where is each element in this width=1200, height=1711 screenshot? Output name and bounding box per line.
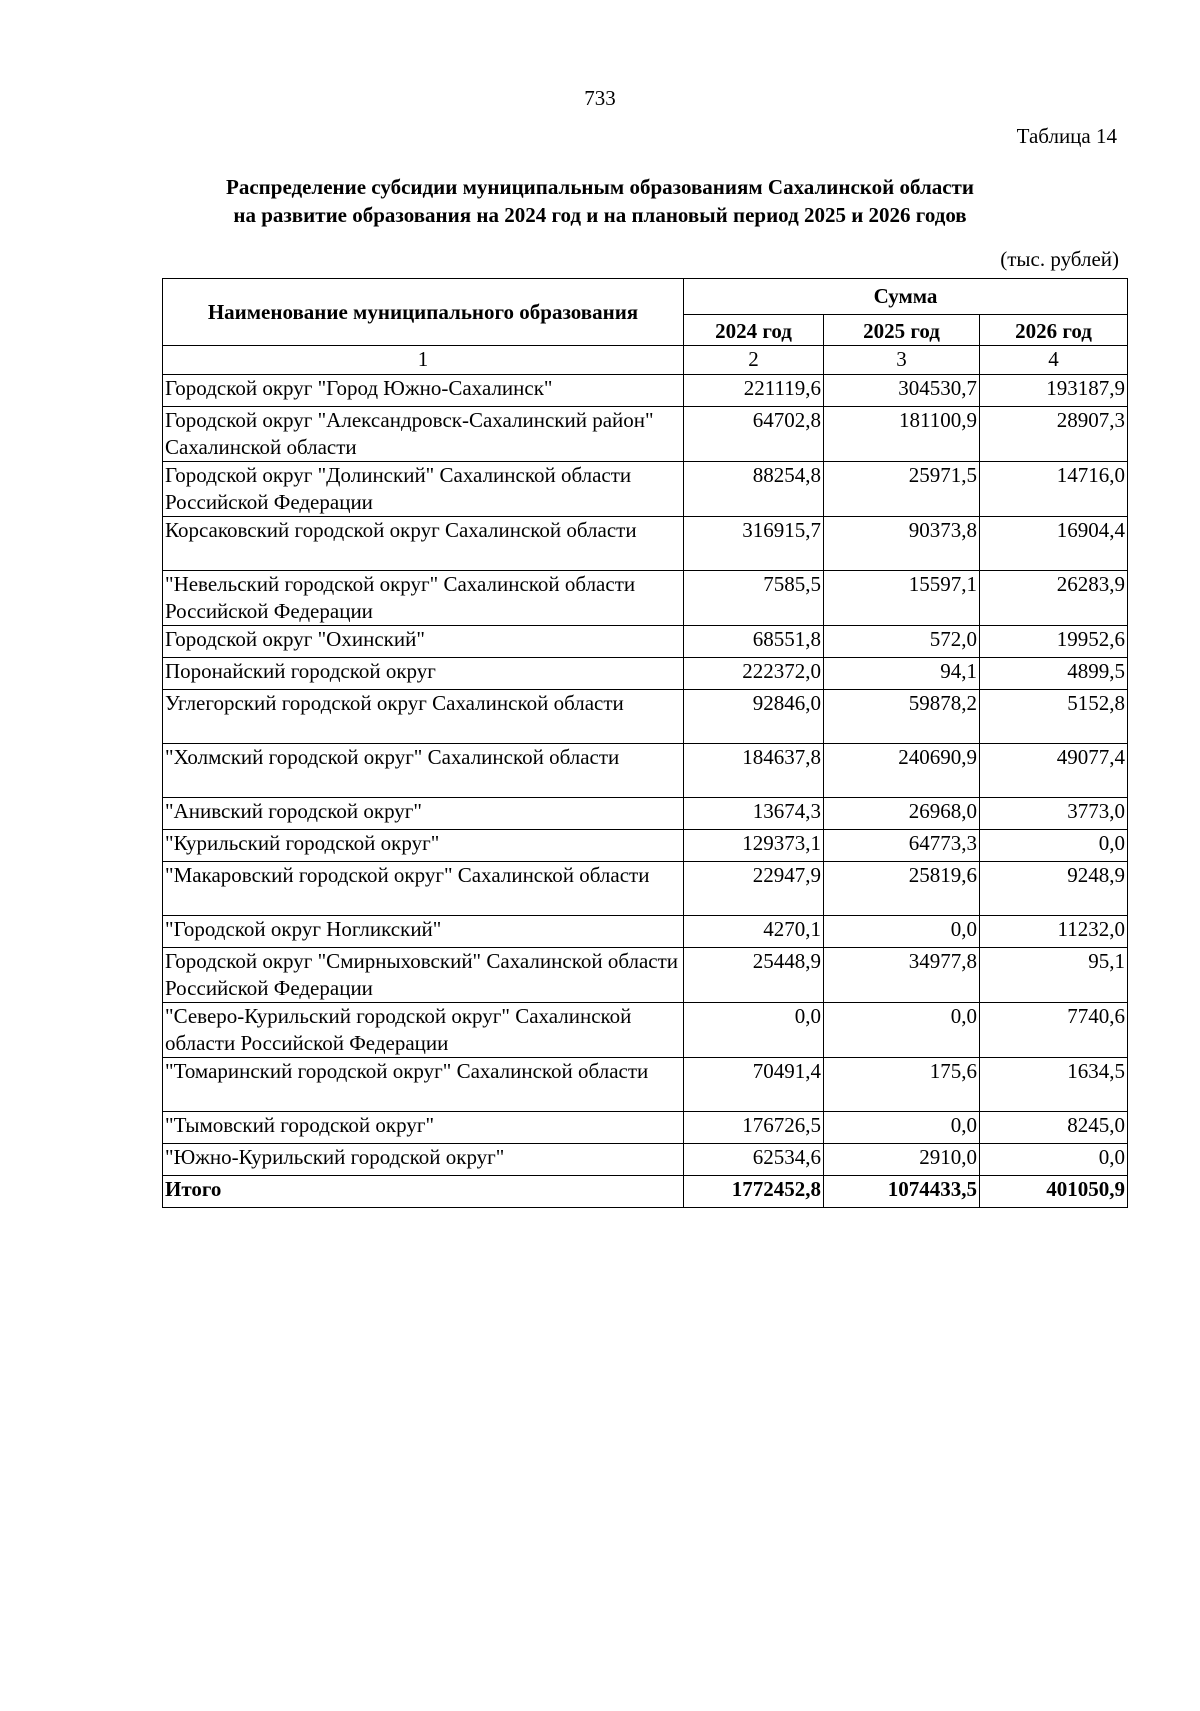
municipality-name: "Северо-Курильский городской округ" Сахалинской области Российской Федерации <box>163 1003 684 1058</box>
title-line-1: Распределение субсидии муниципальным образованиям Сахалинской области <box>226 175 974 199</box>
value-2024: 4270,1 <box>684 916 824 948</box>
value-2026: 28907,3 <box>980 407 1128 462</box>
value-2025: 240690,9 <box>824 744 980 798</box>
value-2024: 221119,6 <box>684 375 824 407</box>
municipality-name: "Холмский городской округ" Сахалинской области <box>163 744 684 798</box>
table-row <box>163 462 1128 517</box>
table-row <box>163 830 1128 862</box>
value-2024: 62534,6 <box>684 1144 824 1176</box>
value-2024: 13674,3 <box>684 798 824 830</box>
header-sum: Сумма <box>684 279 1128 315</box>
table-body <box>163 375 1128 1176</box>
value-2025: 64773,3 <box>824 830 980 862</box>
value-2026: 95,1 <box>980 948 1128 1003</box>
value-2026: 19952,6 <box>980 626 1128 658</box>
value-2024: 222372,0 <box>684 658 824 690</box>
value-2025: 572,0 <box>824 626 980 658</box>
value-2024: 68551,8 <box>684 626 824 658</box>
table-row <box>163 744 1128 798</box>
value-2025: 304530,7 <box>824 375 980 407</box>
value-2024: 184637,8 <box>684 744 824 798</box>
table-row <box>163 1058 1128 1112</box>
table-row <box>163 517 1128 571</box>
value-2026: 49077,4 <box>980 744 1128 798</box>
value-2026: 0,0 <box>980 830 1128 862</box>
total-2026: 401050,9 <box>980 1176 1128 1208</box>
header-name: Наименование муниципального образования <box>163 279 684 346</box>
total-row <box>163 1176 1128 1208</box>
municipality-name: "Анивский городской округ" <box>163 798 684 830</box>
value-2024: 7585,5 <box>684 571 824 626</box>
value-2026: 4899,5 <box>980 658 1128 690</box>
municipality-name: Городской округ "Долинский" Сахалинской области Российской Федерации <box>163 462 684 517</box>
value-2026: 11232,0 <box>980 916 1128 948</box>
table-row <box>163 1144 1128 1176</box>
column-number: 1 <box>163 346 684 375</box>
table-row <box>163 626 1128 658</box>
table-row <box>163 862 1128 916</box>
document-title <box>0 173 1200 229</box>
table-row <box>163 658 1128 690</box>
value-2024: 129373,1 <box>684 830 824 862</box>
table-row <box>163 1003 1128 1058</box>
municipality-name: Городской округ "Александровск-Сахалинский район" Сахалинской области <box>163 407 684 462</box>
value-2024: 316915,7 <box>684 517 824 571</box>
municipality-name: "Городской округ Ногликский" <box>163 916 684 948</box>
municipality-name: Углегорский городской округ Сахалинской области <box>163 690 684 744</box>
value-2025: 25971,5 <box>824 462 980 517</box>
municipality-name: Городской округ "Город Южно-Сахалинск" <box>163 375 684 407</box>
table-row <box>163 690 1128 744</box>
value-2026: 26283,9 <box>980 571 1128 626</box>
table-row <box>163 948 1128 1003</box>
value-2024: 64702,8 <box>684 407 824 462</box>
table-row <box>163 798 1128 830</box>
municipality-name: Городской округ "Смирныховский" Сахалинской области Российской Федерации <box>163 948 684 1003</box>
value-2026: 8245,0 <box>980 1112 1128 1144</box>
title-line-2: на развитие образования на 2024 год и на плановый период 2025 и 2026 годов <box>233 203 967 227</box>
municipality-name: "Южно-Курильский городской округ" <box>163 1144 684 1176</box>
value-2024: 22947,9 <box>684 862 824 916</box>
value-2025: 94,1 <box>824 658 980 690</box>
municipality-name: "Тымовский городской округ" <box>163 1112 684 1144</box>
value-2025: 90373,8 <box>824 517 980 571</box>
header-year-2025: 2025 год <box>824 315 980 346</box>
header-year-2024: 2024 год <box>684 315 824 346</box>
header-year-2026: 2026 год <box>980 315 1128 346</box>
units-label: (тыс. рублей) <box>1000 247 1119 271</box>
municipality-name: "Макаровский городской округ" Сахалинской области <box>163 862 684 916</box>
value-2025: 175,6 <box>824 1058 980 1112</box>
value-2024: 88254,8 <box>684 462 824 517</box>
table-row <box>163 1112 1128 1144</box>
value-2026: 9248,9 <box>980 862 1128 916</box>
value-2025: 0,0 <box>824 1003 980 1058</box>
value-2024: 70491,4 <box>684 1058 824 1112</box>
total-2025: 1074433,5 <box>824 1176 980 1208</box>
municipality-name: Поронайский городской округ <box>163 658 684 690</box>
table-row <box>163 571 1128 626</box>
municipality-name: "Курильский городской округ" <box>163 830 684 862</box>
page-number: 733 <box>584 86 616 110</box>
municipality-name: Корсаковский городской округ Сахалинской области <box>163 517 684 571</box>
value-2024: 0,0 <box>684 1003 824 1058</box>
municipality-name: "Невельский городской округ" Сахалинской области Российской Федерации <box>163 571 684 626</box>
value-2026: 0,0 <box>980 1144 1128 1176</box>
table-label: Таблица 14 <box>1016 124 1117 148</box>
value-2025: 59878,2 <box>824 690 980 744</box>
value-2026: 7740,6 <box>980 1003 1128 1058</box>
value-2024: 92846,0 <box>684 690 824 744</box>
column-number: 4 <box>980 346 1128 375</box>
value-2026: 16904,4 <box>980 517 1128 571</box>
value-2026: 14716,0 <box>980 462 1128 517</box>
value-2024: 176726,5 <box>684 1112 824 1144</box>
value-2026: 1634,5 <box>980 1058 1128 1112</box>
value-2025: 15597,1 <box>824 571 980 626</box>
municipality-name: "Томаринский городской округ" Сахалинской области <box>163 1058 684 1112</box>
value-2026: 5152,8 <box>980 690 1128 744</box>
value-2025: 26968,0 <box>824 798 980 830</box>
municipality-name: Городской округ "Охинский" <box>163 626 684 658</box>
value-2026: 193187,9 <box>980 375 1128 407</box>
table-row <box>163 407 1128 462</box>
column-number: 2 <box>684 346 824 375</box>
value-2024: 25448,9 <box>684 948 824 1003</box>
value-2025: 25819,6 <box>824 862 980 916</box>
subsidy-table <box>162 278 1128 1208</box>
value-2025: 34977,8 <box>824 948 980 1003</box>
table-row <box>163 916 1128 948</box>
total-2024: 1772452,8 <box>684 1176 824 1208</box>
column-number: 3 <box>824 346 980 375</box>
total-label: Итого <box>163 1176 684 1208</box>
value-2026: 3773,0 <box>980 798 1128 830</box>
value-2025: 2910,0 <box>824 1144 980 1176</box>
table-row <box>163 375 1128 407</box>
value-2025: 181100,9 <box>824 407 980 462</box>
value-2025: 0,0 <box>824 1112 980 1144</box>
value-2025: 0,0 <box>824 916 980 948</box>
